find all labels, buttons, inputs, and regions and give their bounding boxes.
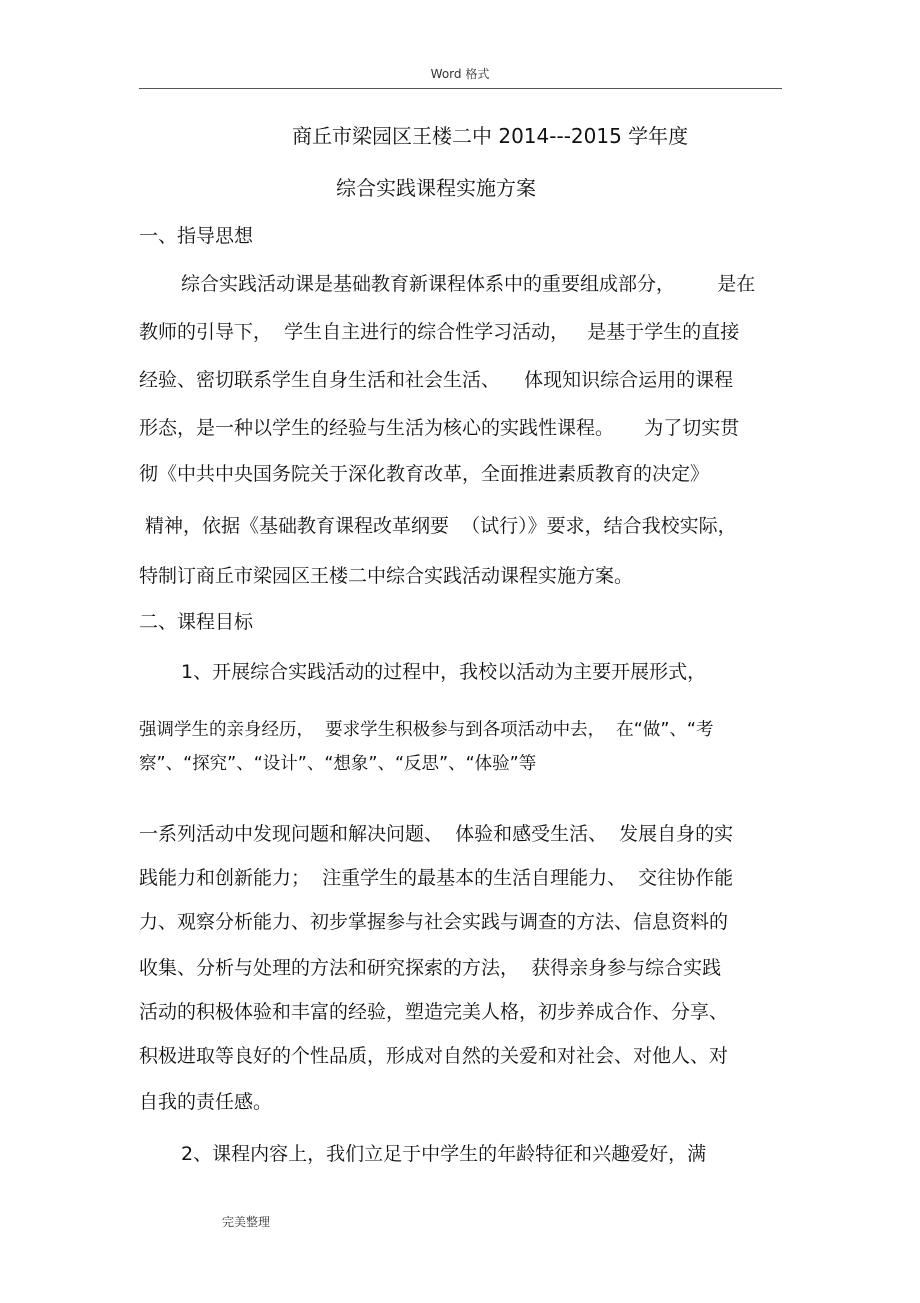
paragraph-line: 力、观察分析能力、初步掌握参与社会实践与调查的方法、信息资料的 — [139, 911, 729, 933]
paragraph-line: 精神，依据《基础教育课程改革纲要 （试行）》要求，结合我校实际， — [139, 515, 737, 537]
header-divider — [139, 88, 782, 89]
paragraph-line: 自我的责任感。 — [139, 1091, 273, 1113]
paragraph-line: 特制订商丘市梁园区王楼二中综合实践活动课程实施方案。 — [139, 565, 634, 587]
section-heading-guiding-ideas: 一、指导思想 — [139, 225, 254, 247]
page-footer-label: 完美整理 — [222, 1215, 271, 1229]
page-header-label: Word 格式 — [430, 67, 490, 81]
paragraph-line: 教师的引导下， 学生自主进行的综合性学习活动， 是基于学生的直接 — [139, 321, 740, 343]
paragraph-line: 积极进取等良好的个性品质，形成对自然的关爱和对社会、对他人、对 — [139, 1045, 729, 1067]
goal-1-small-line: 强调学生的亲身经历， 要求学生积极参与到各项活动中去， 在“做”、“考 — [139, 720, 714, 740]
goal-2-lead-line: 2、课程内容上，我们立足于中学生的年龄特征和兴趣爱好，满 — [181, 1143, 707, 1165]
paragraph-line: 形态，是一种以学生的经验与生活为核心的实践性课程。 为了切实贯 — [139, 417, 740, 439]
goal-1-small-line: 察”、“探究”、“设计”、“想象”、“反思”、“体验”等 — [139, 754, 537, 774]
paragraph-line: 践能力和创新能力； 注重学生的最基本的生活自理能力、 交往协作能 — [139, 867, 734, 889]
paragraph-line: 经验、密切联系学生自身生活和社会生活、 体现知识综合运用的课程 — [139, 369, 734, 391]
paragraph-line: 活动的积极体验和丰富的经验，塑造完美人格，初步养成合作、分享、 — [139, 1001, 729, 1023]
paragraph-line: 收集、分析与处理的方法和研究探索的方法， 获得亲身参与综合实践 — [139, 957, 722, 979]
section-heading-course-goals: 二、课程目标 — [139, 611, 254, 633]
doc-title-line-1: 商丘市梁园区王楼二中 2014---2015 学年度 — [292, 124, 689, 148]
paragraph-line: 彻《中共中央国务院关于深化教育改革，全面推进素质教育的决定》 — [139, 463, 710, 485]
paragraph-line: 一系列活动中发现问题和解决问题、 体验和感受生活、 发展自身的实 — [139, 823, 734, 845]
paragraph-line: 综合实践活动课是基础教育新课程体系中的重要组成部分， 是在 — [181, 273, 756, 295]
goal-1-lead-line: 1、开展综合实践活动的过程中，我校以活动为主要开展形式， — [181, 661, 707, 683]
doc-title-line-2: 综合实践课程实施方案 — [336, 176, 536, 200]
